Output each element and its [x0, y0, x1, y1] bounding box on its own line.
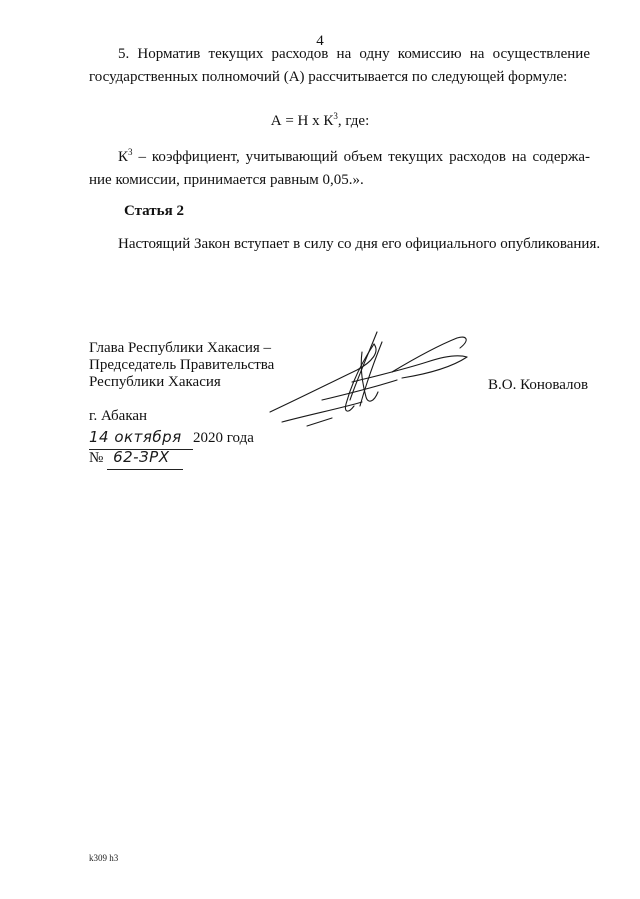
page-number: 4 [316, 33, 324, 49]
signatory-name: В.О. Коновалов [488, 377, 589, 393]
date-year: 2020 года [193, 430, 254, 446]
signature-icon [262, 322, 477, 432]
number-prefix: № [89, 450, 104, 466]
date-handwritten: 14 октября [89, 426, 193, 450]
signatory-title-line2: Председатель Правительства [89, 357, 275, 373]
k3-line1: $К^3$ – коэффициент, учитывающий объем текущих расходов на содержа- [118, 147, 590, 165]
signatory-block [89, 340, 274, 391]
item5-line2: государственных полномочий (А) рассчитывается по следующей формуле: [89, 69, 568, 85]
number-line [89, 446, 183, 470]
signatory-title-line1: Глава Республики Хакасия – [89, 340, 272, 356]
city: г. Абакан [89, 408, 148, 424]
signatory-title-line3: Республики Хакасия [89, 374, 221, 390]
number-handwritten: 62-ЗРХ [107, 446, 183, 470]
article2-text: Настоящий Закон вступает в силу со дня его официального опубликования. [118, 236, 601, 252]
footer-code: k309 h3 [89, 853, 119, 863]
article2-heading: Статья 2 [124, 203, 184, 219]
k3-line2: ние комиссии, принимается равным 0,05.». [89, 172, 364, 188]
formula: А = Н х $К^3$, где: [270, 111, 370, 129]
item5-line1: 5. Норматив текущих расходов на одну комиссию на осуществление [118, 46, 590, 62]
